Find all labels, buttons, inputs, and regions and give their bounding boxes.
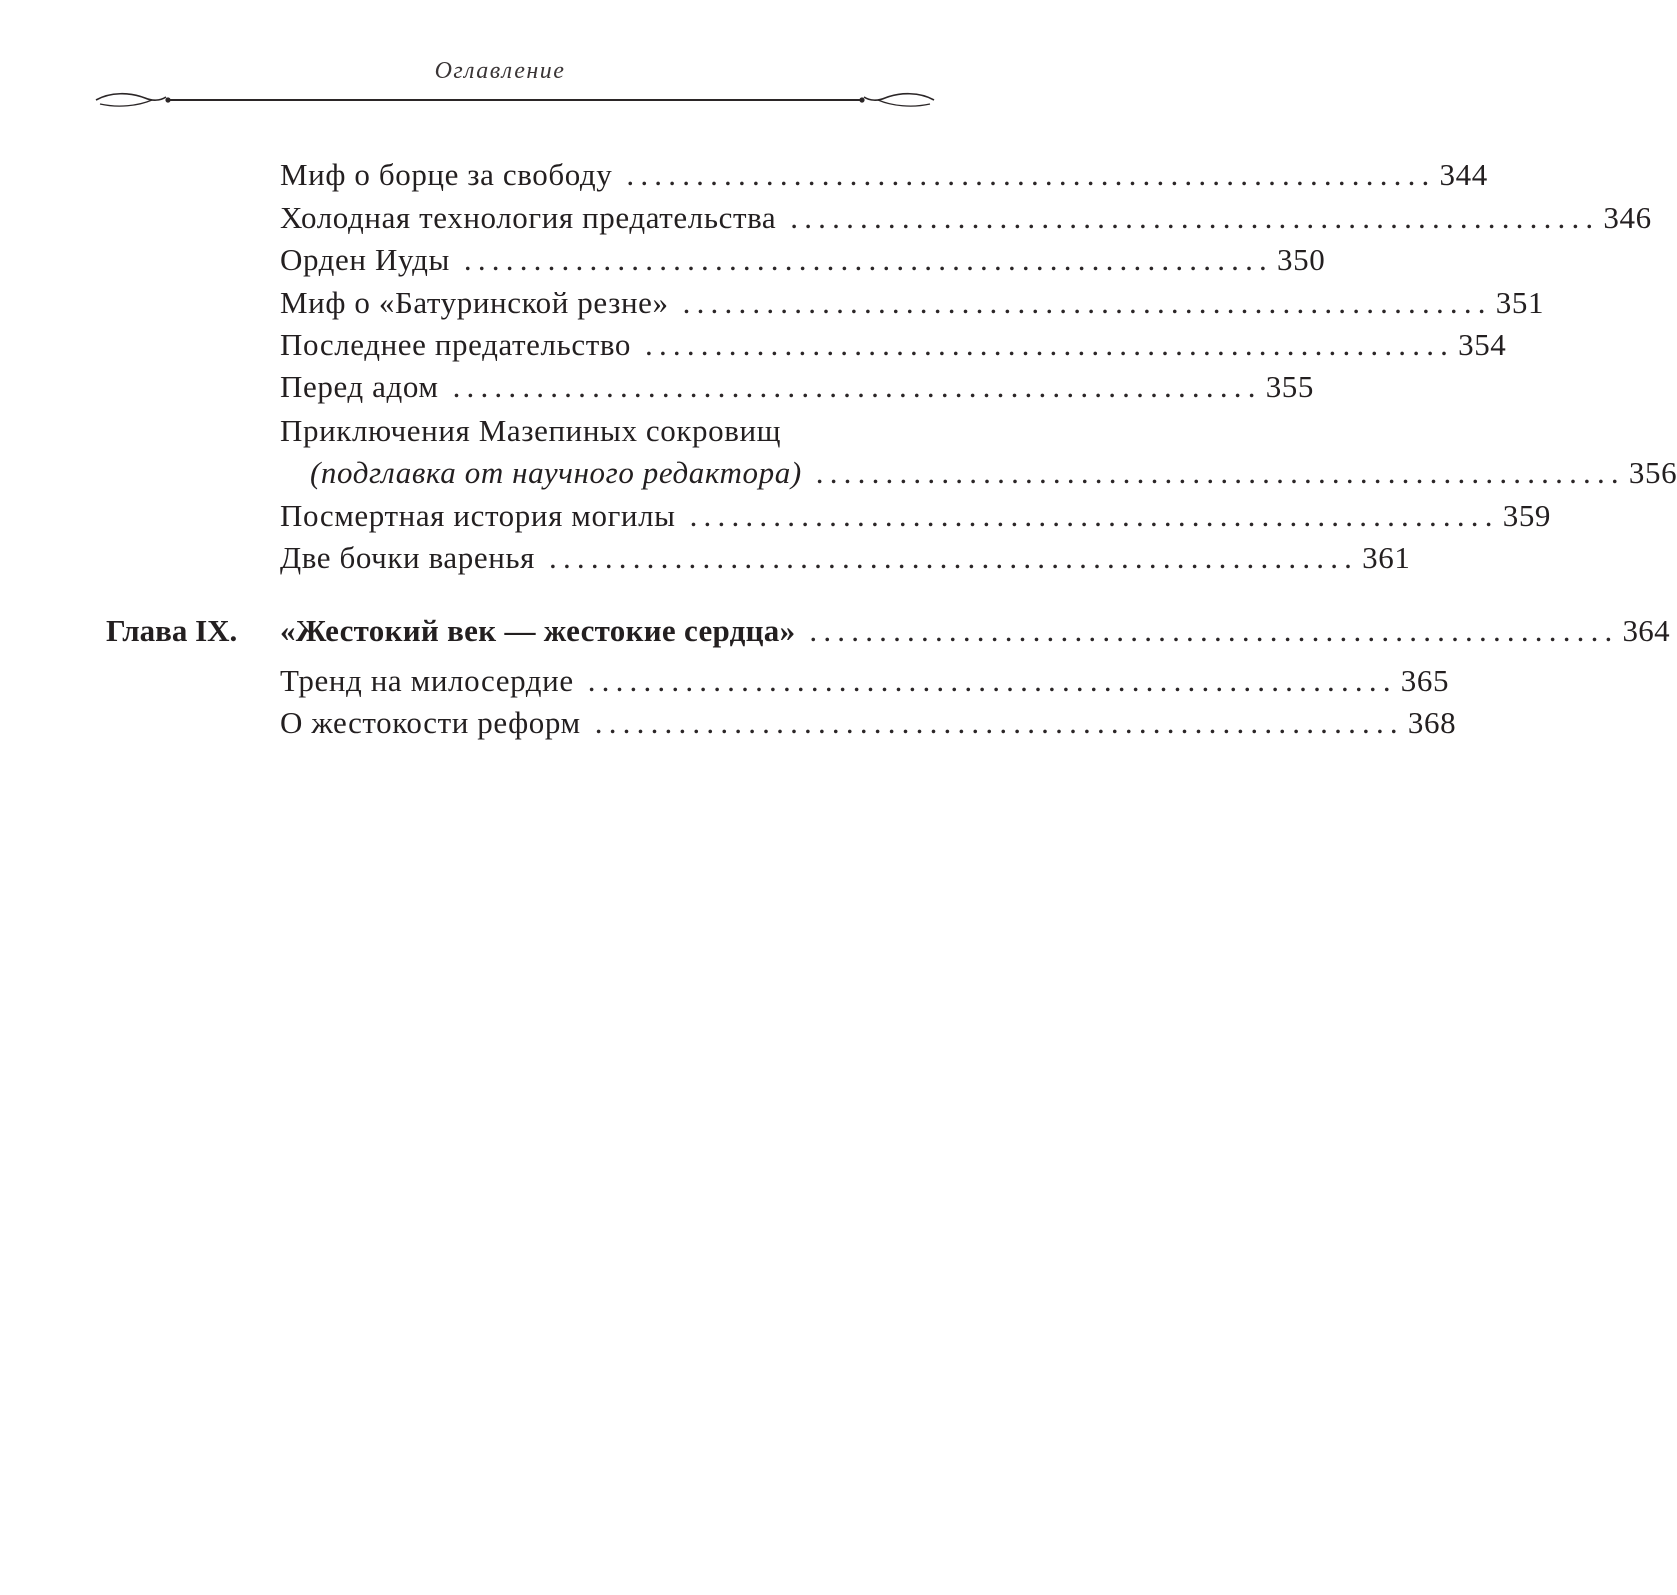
toc-entry-page: 351 <box>1495 285 1545 320</box>
toc-entry-title-line1[interactable]: Приключения Мазепиных сокровищ <box>280 413 782 448</box>
dot-leader: .......................................................... <box>790 200 1600 235</box>
dot-leader: .......................................................... <box>645 327 1455 362</box>
running-head: Оглавление <box>434 58 566 84</box>
toc-entry[interactable] <box>280 238 1326 282</box>
chapter-entry[interactable] <box>280 609 1670 653</box>
toc-entry-page: 365 <box>1400 663 1450 698</box>
toc-entry[interactable] <box>310 451 1677 495</box>
toc-entry-title: Миф о «Батуринской резне» <box>280 285 669 320</box>
toc-entry-title: О жестокости реформ <box>280 705 581 740</box>
dot-leader: .......................................................... <box>549 540 1359 575</box>
toc-entry-page: 355 <box>1265 369 1314 404</box>
toc-entry-title: Орден Иуды <box>280 242 450 277</box>
chapter-title: «Жестокий век — жестокие сердца» <box>280 613 796 648</box>
dot-leader: .......................................................... <box>815 455 1625 490</box>
toc-entry[interactable] <box>280 365 1314 409</box>
toc-entry-page: 344 <box>1439 157 1488 192</box>
dot-leader: .......................................................... <box>463 242 1273 277</box>
toc-entry-page: 354 <box>1458 327 1507 362</box>
toc-entry-title: Холодная технология предательства <box>280 200 777 235</box>
toc-entry[interactable] <box>280 701 1457 745</box>
dot-leader: .......................................................... <box>452 369 1262 404</box>
dot-leader: .......................................................... <box>689 498 1499 533</box>
toc-entry-page: 359 <box>1502 498 1552 533</box>
toc-entry-title: Посмертная история могилы <box>280 498 676 533</box>
dot-leader: .......................................................... <box>594 705 1404 740</box>
toc-entry-page: 350 <box>1277 242 1326 277</box>
toc-entry[interactable] <box>280 536 1411 580</box>
toc-entry-title: Тренд на милосердие <box>280 663 574 698</box>
toc-entry-subtitle: (подглавка от научного редактора) <box>310 455 802 490</box>
ornamental-rule-icon <box>90 84 940 116</box>
toc-entry-page: 356 <box>1628 455 1677 490</box>
toc-entry-page: 368 <box>1407 705 1457 740</box>
chapter-number: Глава IX. <box>106 613 238 648</box>
toc-entry-page: 346 <box>1603 200 1652 235</box>
dot-leader: .......................................................... <box>809 613 1619 648</box>
toc-entry[interactable] <box>280 196 1652 240</box>
toc-entry[interactable] <box>280 323 1507 367</box>
toc-entry-title: Перед адом <box>280 369 439 404</box>
toc-entry[interactable] <box>280 281 1545 325</box>
toc-entry-title: Последнее предательство <box>280 327 631 362</box>
chapter-page: 364 <box>1622 613 1670 648</box>
toc-entry[interactable] <box>280 659 1450 703</box>
toc-entry[interactable] <box>280 494 1552 538</box>
dot-leader: .......................................................... <box>626 157 1436 192</box>
toc-entry-title: Миф о борце за свободу <box>280 157 613 192</box>
toc-entry[interactable] <box>280 153 1488 197</box>
toc-entry-page: 361 <box>1362 540 1411 575</box>
dot-leader: .......................................................... <box>587 663 1397 698</box>
dot-leader: .......................................................... <box>682 285 1492 320</box>
toc-entry-title: Две бочки варенья <box>280 540 536 575</box>
